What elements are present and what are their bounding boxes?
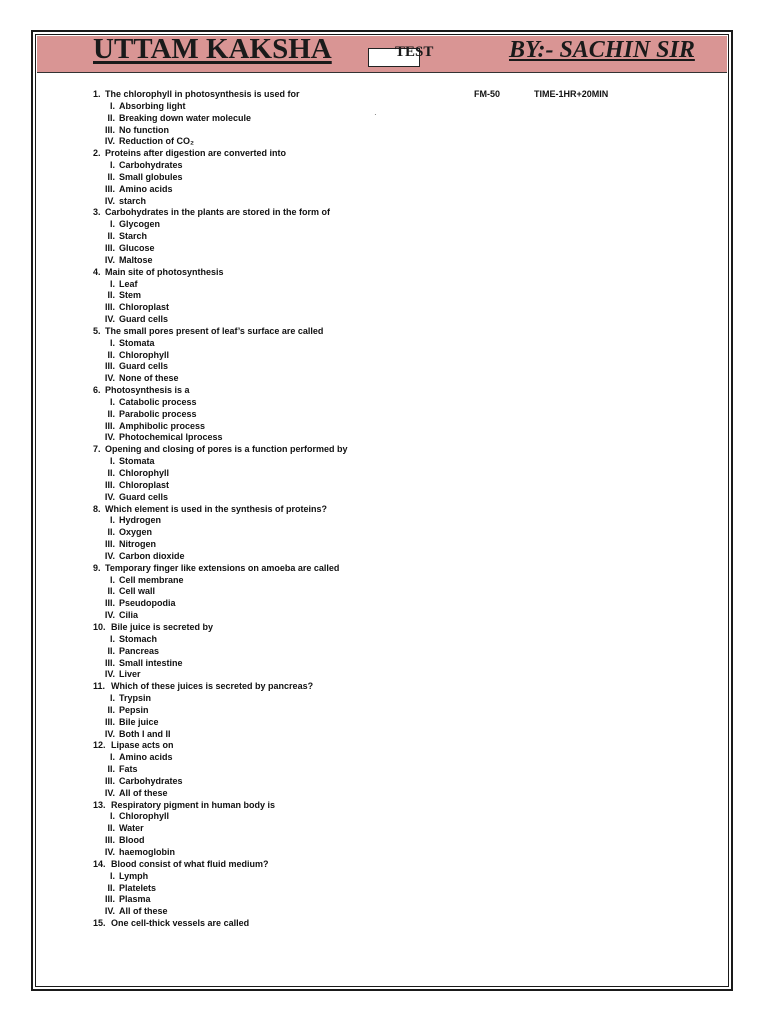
question-number: 13.: [93, 799, 106, 810]
option-text: Reduction of CO₂: [119, 136, 194, 147]
option-13-4: [93, 847, 348, 859]
option-text: Stomata: [119, 456, 155, 467]
option-text: Blood: [119, 835, 145, 846]
option-text: Bile juice: [119, 716, 159, 727]
option-text: Catabolic process: [119, 396, 197, 407]
option-6-2: [93, 409, 348, 421]
option-2-4: [93, 196, 348, 208]
option-text: Carbon dioxide: [119, 550, 185, 561]
option-text: Amino acids: [119, 752, 173, 763]
option-text: Fats: [119, 764, 138, 775]
question-1: [93, 89, 348, 101]
option-11-1: [93, 693, 348, 705]
option-numeral: I.: [109, 456, 115, 467]
option-12-4: [93, 788, 348, 800]
option-numeral: I.: [109, 100, 115, 111]
option-numeral: IV.: [104, 373, 115, 384]
option-9-1: [93, 575, 348, 587]
option-numeral: IV.: [104, 432, 115, 443]
option-numeral: I.: [109, 160, 115, 171]
option-7-4: [93, 492, 348, 504]
option-numeral: I.: [109, 693, 115, 704]
question-text: Respiratory pigment in human body is: [111, 799, 276, 810]
option-text: Breaking down water molecule: [119, 112, 252, 123]
option-numeral: I.: [109, 574, 115, 585]
option-9-3: [93, 598, 348, 610]
option-9-4: [93, 610, 348, 622]
question-number: 1.: [93, 89, 101, 99]
option-text: None of these: [119, 373, 179, 384]
time-limit: TIME-1HR+20MIN: [534, 89, 609, 99]
option-text: Maltose: [119, 254, 153, 265]
question-list: [93, 89, 348, 930]
option-text: Starch: [119, 231, 148, 242]
question-5: [93, 326, 348, 338]
option-numeral: III.: [104, 183, 115, 194]
option-text: No function: [119, 124, 169, 135]
option-numeral: IV.: [104, 847, 115, 857]
option-5-4: [93, 373, 348, 385]
question-text: Bile juice is secreted by: [111, 621, 214, 632]
option-6-3: [93, 421, 348, 433]
option-text: Chloroplast: [119, 302, 170, 313]
option-7-1: [93, 456, 348, 468]
option-10-1: [93, 634, 348, 646]
option-text: Liver: [119, 669, 141, 680]
option-text: Trypsin: [119, 693, 152, 704]
option-12-1: [93, 752, 348, 764]
option-2-2: [93, 172, 348, 184]
option-text: Guard cells: [119, 314, 169, 325]
question-3: [93, 207, 348, 219]
option-text: Cell wall: [119, 586, 156, 597]
question-11: [93, 681, 348, 693]
question-number: 10.: [93, 621, 106, 632]
question-6: [93, 385, 348, 397]
option-numeral: III.: [104, 716, 115, 727]
author-label: BY:- SACHIN SIR: [509, 37, 695, 63]
option-14-3: [93, 894, 348, 906]
option-text: Chlorophyll: [119, 349, 169, 360]
option-numeral: I.: [109, 278, 115, 289]
question-number: 7.: [93, 444, 101, 455]
question-number: 11.: [93, 681, 106, 692]
option-11-4: [93, 729, 348, 741]
option-text: Chlorophyll: [119, 811, 169, 822]
option-text: Glycogen: [119, 219, 161, 230]
question-text: Carbohydrates in the plants are stored in the form of: [105, 207, 331, 218]
option-numeral: III.: [104, 361, 115, 372]
question-number: 15.: [93, 918, 106, 929]
option-text: Amino acids: [119, 183, 173, 194]
option-numeral: III.: [104, 420, 115, 431]
option-numeral: III.: [104, 657, 115, 668]
option-numeral: II.: [107, 468, 115, 478]
option-numeral: IV.: [104, 906, 115, 917]
option-text: Hydrogen: [119, 515, 162, 526]
question-13: [93, 800, 348, 812]
option-text: Cell membrane: [119, 574, 184, 585]
option-numeral: I.: [109, 811, 115, 822]
option-text: Photochemical lprocess: [119, 432, 223, 443]
option-3-2: [93, 231, 348, 243]
option-numeral: IV.: [104, 728, 115, 739]
question-9: [93, 563, 348, 575]
option-text: Leaf: [119, 278, 138, 289]
option-numeral: I.: [109, 870, 115, 881]
full-marks: FM-50: [474, 89, 501, 99]
question-4: [93, 267, 348, 279]
question-text: Photosynthesis is a: [105, 385, 190, 396]
option-6-4: [93, 432, 348, 444]
option-numeral: III.: [104, 775, 115, 786]
option-6-1: [93, 397, 348, 409]
option-text: Carbohydrates: [119, 160, 183, 171]
option-numeral: III.: [104, 242, 115, 253]
option-numeral: II.: [107, 645, 115, 656]
option-text: Lymph: [119, 870, 149, 881]
option-1-2: [93, 113, 348, 125]
option-numeral: IV.: [104, 195, 115, 206]
option-numeral: III.: [104, 479, 115, 490]
question-text: Opening and closing of pores is a function performed by: [105, 444, 348, 455]
brand-title: UTTAM KAKSHA: [93, 33, 332, 65]
option-numeral: IV.: [104, 491, 115, 502]
option-14-1: [93, 871, 348, 883]
option-numeral: IV.: [104, 610, 115, 621]
option-text: Platelets: [119, 882, 157, 893]
option-2-3: [93, 184, 348, 196]
question-text: Lipase acts on: [111, 740, 174, 751]
question-text: Proteins after digestion are converted into: [105, 148, 287, 159]
question-number: 5.: [93, 325, 101, 336]
option-text: Chlorophyll: [119, 468, 169, 478]
option-numeral: IV.: [104, 550, 115, 561]
option-numeral: II.: [107, 882, 115, 893]
option-numeral: III.: [104, 302, 115, 313]
option-10-2: [93, 646, 348, 658]
option-8-1: [93, 515, 348, 527]
option-numeral: III.: [104, 124, 115, 135]
option-4-4: [93, 314, 348, 326]
option-numeral: II.: [107, 349, 115, 360]
option-10-3: [93, 658, 348, 670]
option-text: Pepsin: [119, 704, 149, 715]
question-text: Which of these juices is secreted by pancreas?: [111, 681, 314, 692]
question-text: One cell-thick vessels are called: [111, 918, 250, 929]
option-1-4: [93, 136, 348, 148]
option-text: Stomach: [119, 633, 158, 644]
question-number: 8.: [93, 503, 101, 514]
option-text: Small intestine: [119, 657, 183, 668]
question-number: 2.: [93, 148, 101, 159]
option-numeral: II.: [107, 171, 115, 182]
option-numeral: III.: [104, 835, 115, 846]
option-5-2: [93, 350, 348, 362]
option-8-4: [93, 551, 348, 563]
question-number: 9.: [93, 562, 101, 573]
option-numeral: II.: [107, 704, 115, 715]
option-text: Pancreas: [119, 645, 160, 656]
option-8-3: [93, 539, 348, 551]
test-label: TEST: [395, 44, 434, 60]
option-text: Plasma: [119, 894, 151, 905]
option-numeral: I.: [109, 752, 115, 763]
option-13-1: [93, 811, 348, 823]
option-text: Guard cells: [119, 491, 169, 502]
option-numeral: III.: [104, 539, 115, 550]
option-12-3: [93, 776, 348, 788]
question-14: [93, 859, 348, 871]
option-numeral: II.: [107, 527, 115, 538]
option-4-3: [93, 302, 348, 314]
option-text: Stomata: [119, 337, 155, 348]
question-number: 12.: [93, 740, 106, 751]
option-numeral: I.: [109, 633, 115, 644]
option-numeral: II.: [107, 823, 115, 834]
stray-mark: ·: [374, 110, 377, 119]
option-text: Chloroplast: [119, 479, 170, 490]
question-7: [93, 444, 348, 456]
option-numeral: II.: [107, 290, 115, 301]
question-12: [93, 740, 348, 752]
option-7-3: [93, 480, 348, 492]
option-numeral: IV.: [104, 669, 115, 680]
option-numeral: I.: [109, 396, 115, 407]
question-8: [93, 504, 348, 516]
option-8-2: [93, 527, 348, 539]
option-10-4: [93, 669, 348, 681]
option-13-2: [93, 823, 348, 835]
option-numeral: I.: [109, 337, 115, 348]
option-text: Small globules: [119, 171, 183, 182]
option-text: haemoglobin: [119, 847, 175, 857]
option-1-3: [93, 125, 348, 137]
option-3-1: [93, 219, 348, 231]
option-text: Parabolic process: [119, 408, 197, 419]
option-text: Pseudopodia: [119, 598, 176, 609]
option-text: Water: [119, 823, 144, 834]
option-numeral: II.: [107, 408, 115, 419]
option-text: Oxygen: [119, 527, 153, 538]
option-5-3: [93, 361, 348, 373]
question-text: Temporary finger like extensions on amoeba are called: [105, 562, 340, 573]
option-text: starch: [119, 195, 147, 206]
option-numeral: IV.: [104, 787, 115, 798]
option-numeral: IV.: [104, 136, 115, 147]
option-12-2: [93, 764, 348, 776]
question-2: [93, 148, 348, 160]
option-numeral: II.: [107, 586, 115, 597]
option-text: Absorbing light: [119, 100, 186, 111]
option-4-2: [93, 290, 348, 302]
question-number: 14.: [93, 858, 106, 869]
question-number: 4.: [93, 266, 101, 277]
option-text: Carbohydrates: [119, 775, 183, 786]
option-9-2: [93, 586, 348, 598]
option-text: Stem: [119, 290, 142, 301]
option-11-3: [93, 717, 348, 729]
question-text: The small pores present of leaf’s surface are called: [105, 325, 324, 336]
option-4-1: [93, 279, 348, 291]
option-numeral: II.: [107, 112, 115, 123]
question-text: Main site of photosynthesis: [105, 266, 224, 277]
question-text: The chlorophyll in photosynthesis is used for: [105, 89, 300, 99]
option-11-2: [93, 705, 348, 717]
question-number: 6.: [93, 385, 101, 396]
option-14-2: [93, 883, 348, 895]
option-text: Glucose: [119, 242, 155, 253]
option-text: All of these: [119, 906, 168, 917]
option-text: Nitrogen: [119, 539, 156, 550]
question-text: Blood consist of what fluid medium?: [111, 858, 269, 869]
option-text: Guard cells: [119, 361, 169, 372]
option-3-4: [93, 255, 348, 267]
option-text: Amphibolic process: [119, 420, 206, 431]
question-15: [93, 918, 348, 930]
option-text: Cilia: [119, 610, 139, 621]
option-numeral: IV.: [104, 314, 115, 325]
option-numeral: II.: [107, 231, 115, 242]
option-numeral: II.: [107, 764, 115, 775]
option-5-1: [93, 338, 348, 350]
option-14-4: [93, 906, 348, 918]
option-7-2: [93, 468, 348, 480]
option-2-1: [93, 160, 348, 172]
option-13-3: [93, 835, 348, 847]
option-3-3: [93, 243, 348, 255]
option-numeral: IV.: [104, 254, 115, 265]
option-text: All of these: [119, 787, 168, 798]
option-numeral: III.: [104, 598, 115, 609]
option-numeral: I.: [109, 515, 115, 526]
option-text: Both I and II: [119, 728, 171, 739]
option-numeral: III.: [104, 894, 115, 905]
question-number: 3.: [93, 207, 101, 218]
question-10: [93, 622, 348, 634]
question-text: Which element is used in the synthesis of proteins?: [105, 503, 328, 514]
option-1-1: [93, 101, 348, 113]
option-numeral: I.: [109, 219, 115, 230]
